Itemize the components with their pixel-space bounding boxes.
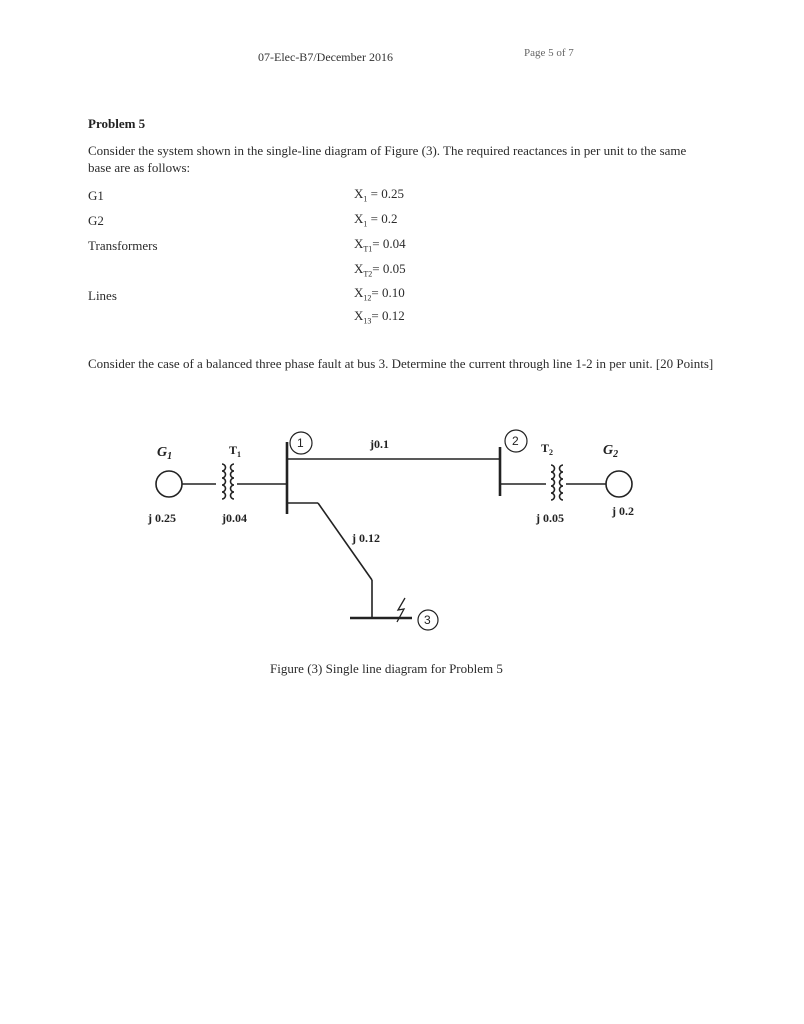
t1-reactance: j0.04 bbox=[222, 511, 247, 525]
page-number: Page 5 of 7 bbox=[524, 47, 574, 59]
bus-2-label: 2 bbox=[512, 434, 519, 448]
row-value-g2: $X_1 = 0.2$ bbox=[354, 211, 398, 229]
problem-question: Consider the case of a balanced three phase fault at bus 3. Determine the current through line 1-2 in per unit. [20 Points] bbox=[88, 356, 714, 371]
g2-reactance: j 0.2 bbox=[612, 504, 634, 518]
row-value-t1: $X_{T1}= 0.04$ bbox=[354, 236, 406, 254]
generator-1-icon bbox=[156, 471, 182, 497]
bus-1-label: 1 bbox=[297, 436, 304, 450]
g1-reactance: j 0.25 bbox=[148, 511, 176, 525]
problem-title: Problem 5 bbox=[88, 116, 146, 131]
row-label-transformers: Transformers bbox=[88, 238, 158, 253]
transformer-2-icon bbox=[551, 465, 563, 500]
g2-label: $G_2$ bbox=[603, 443, 619, 460]
row-value-t2: $X_{T2}= 0.05$ bbox=[354, 261, 406, 279]
exam-code: 07-Elec-B7/December 2016 bbox=[258, 50, 393, 64]
row-value-x12: $X_{12}= 0.10$ bbox=[354, 285, 405, 303]
row-label-g1: G1 bbox=[88, 188, 104, 203]
t2-label: $T_2$ bbox=[541, 441, 554, 457]
line-13-reactance: j 0.12 bbox=[352, 531, 380, 545]
row-value-x13: $X_{13}= 0.12$ bbox=[354, 308, 405, 326]
row-label-lines: Lines bbox=[88, 288, 117, 303]
t2-reactance: j 0.05 bbox=[536, 511, 564, 525]
g1-label: $G_1$ bbox=[157, 445, 173, 462]
row-label-g2: G2 bbox=[88, 213, 104, 228]
generator-2-icon bbox=[606, 471, 632, 497]
bus-3-label: 3 bbox=[424, 613, 431, 627]
line-12-reactance: j0.1 bbox=[370, 437, 389, 451]
t1-label: $T_1$ bbox=[229, 443, 242, 459]
figure-caption: Figure (3) Single line diagram for Problem 5 bbox=[270, 661, 503, 676]
transformer-1-icon bbox=[222, 464, 234, 499]
problem-intro: Consider the system shown in the single-line diagram of Figure (3). The required reactances in per unit to the same base are as follows: bbox=[88, 143, 687, 175]
row-value-g1: $X_1 = 0.25$ bbox=[354, 186, 404, 204]
